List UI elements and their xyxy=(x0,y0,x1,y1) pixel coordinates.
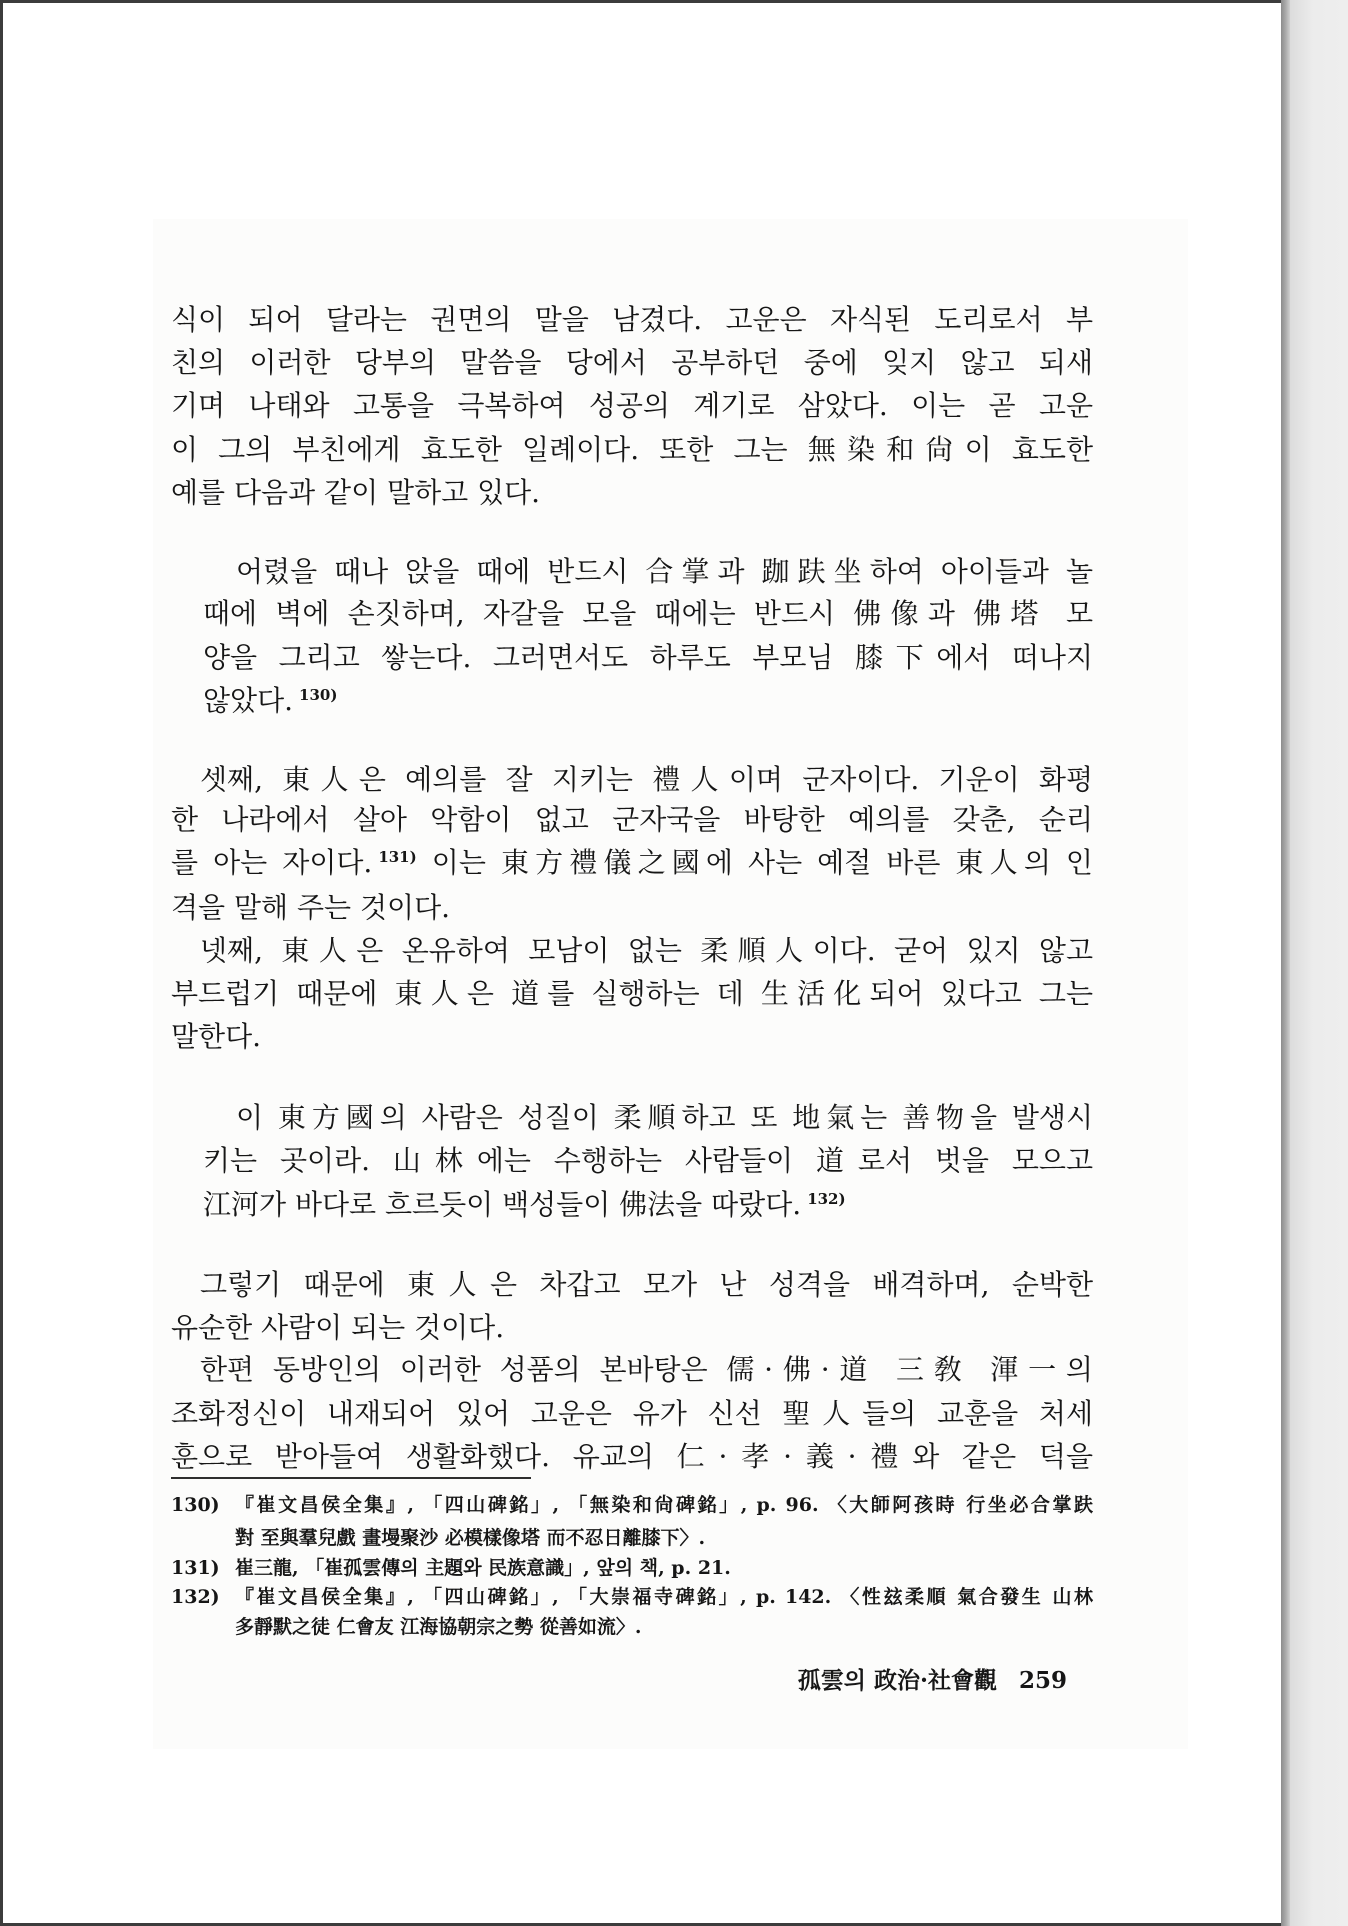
page-edge-shadow xyxy=(1281,0,1290,1926)
body-line: 한편 동방인의 이러한 성품의 본바탕은 儒·佛·道 三敎 渾一의 xyxy=(200,1353,1093,1386)
footnote-number: 132) xyxy=(171,1586,220,1608)
body-line: 이 그의 부친에게 효도한 일례이다. 또한 그는 無染和尙이 효도한 xyxy=(171,433,1093,466)
footnote-number: 130) xyxy=(171,1494,220,1516)
quote-line xyxy=(203,1185,1093,1225)
body-line: 조화정신이 내재되어 있어 고운은 유가 신선 聖人들의 교훈을 처세 xyxy=(171,1397,1093,1430)
body-line: 기며 나태와 고통을 극복하여 성공의 계기로 삼았다. 이는 곧 고운 xyxy=(171,389,1093,422)
running-footer-title: 孤雲의 政治·社會觀 xyxy=(797,1667,997,1694)
body-line: 셋째, 東人은 예의를 잘 지키는 禮人이며 군자이다. 기운이 화평 xyxy=(200,763,1093,796)
body-line: 격을 말해 주는 것이다. xyxy=(171,891,451,924)
body-line: 유순한 사람이 되는 것이다. xyxy=(171,1311,505,1344)
quote-line: 때에 벽에 손짓하며, 자갈을 모을 때에는 반드시 佛像과 佛塔 모 xyxy=(203,597,1093,630)
body-line: 친의 이러한 당부의 말씀을 당에서 공부하던 중에 잊지 않고 되새 xyxy=(171,346,1093,379)
quote-line: 이 東方國의 사람은 성질이 柔順하고 또 地氣는 善物을 발생시 xyxy=(236,1101,1093,1134)
footnote-line: 對 至與羣兒戲 畫墁聚沙 必模樣像塔 而不忍日離膝下〉. xyxy=(235,1527,706,1549)
body-line: 훈으로 받아들여 생활화했다. 유교의 仁·孝·義·禮와 같은 덕을 xyxy=(171,1440,1093,1473)
body-line: 넷째, 東人은 온유하여 모남이 없는 柔順人이다. 굳어 있지 않고 xyxy=(200,934,1093,967)
quote-line xyxy=(203,681,1093,721)
footnote-divider xyxy=(171,1477,531,1479)
footnote-ref: 130) xyxy=(299,686,338,704)
body-line: 부드럽기 때문에 東人은 道를 실행하는 데 生活化되어 있다고 그는 xyxy=(171,977,1093,1010)
body-line-text: 를 아는 자이다. xyxy=(171,846,373,879)
body-line: 예를 다음과 같이 말하고 있다. xyxy=(171,476,541,509)
quote-line-text: 않았다. xyxy=(203,684,294,717)
body-line: 말한다. xyxy=(171,1020,262,1053)
footnote-number: 131) xyxy=(171,1557,220,1579)
footnote-ref: 131) xyxy=(378,848,417,866)
body-line: 한 나라에서 살아 악함이 없고 군자국을 바탕한 예의를 갖춘, 순리 xyxy=(171,803,1093,836)
quote-line-text: 江河가 바다로 흐르듯이 백성들이 佛法을 따랐다. xyxy=(203,1188,802,1221)
viewer-background xyxy=(1290,0,1348,1926)
footnote-line: 『崔文昌侯全集』, 「四山碑銘」, 「大崇福寺碑銘」, p. 142. 〈性玆柔順 氣合發生 山林 xyxy=(235,1586,1093,1608)
quote-line: 양을 그리고 쌓는다. 그러면서도 하루도 부모님 膝下에서 떠나지 xyxy=(203,641,1093,674)
body-line-text: 이는 東方禮儀之國에 사는 예절 바른 東人의 인 xyxy=(431,846,1093,879)
page-number: 259 xyxy=(1018,1667,1067,1694)
footnote-line: 『崔文昌侯全集』, 「四山碑銘」, 「無染和尙碑銘」, p. 96. 〈大師阿孩時 行坐必合掌趺 xyxy=(235,1494,1093,1516)
body-line: 그렇기 때문에 東人은 차갑고 모가 난 성격을 배격하며, 순박한 xyxy=(200,1268,1093,1301)
footnote-ref: 132) xyxy=(807,1190,846,1208)
footnote-line: 崔三龍, 「崔孤雲傳의 主題와 民族意識」, 앞의 책, p. 21. xyxy=(235,1557,731,1579)
quote-line: 어렸을 때나 앉을 때에 반드시 合掌과 跏趺坐하여 아이들과 놀 xyxy=(236,555,1093,588)
footnote-line: 多靜默之徒 仁會友 江海協朝宗之勢 從善如流〉. xyxy=(235,1616,642,1638)
body-line xyxy=(171,843,1093,883)
body-line: 식이 되어 달라는 권면의 말을 남겼다. 고운은 자식된 도리로서 부 xyxy=(171,303,1093,336)
quote-line: 키는 곳이라. 山林에는 수행하는 사람들이 道로서 벗을 모으고 xyxy=(203,1144,1093,1177)
running-footer xyxy=(643,1665,1067,1697)
